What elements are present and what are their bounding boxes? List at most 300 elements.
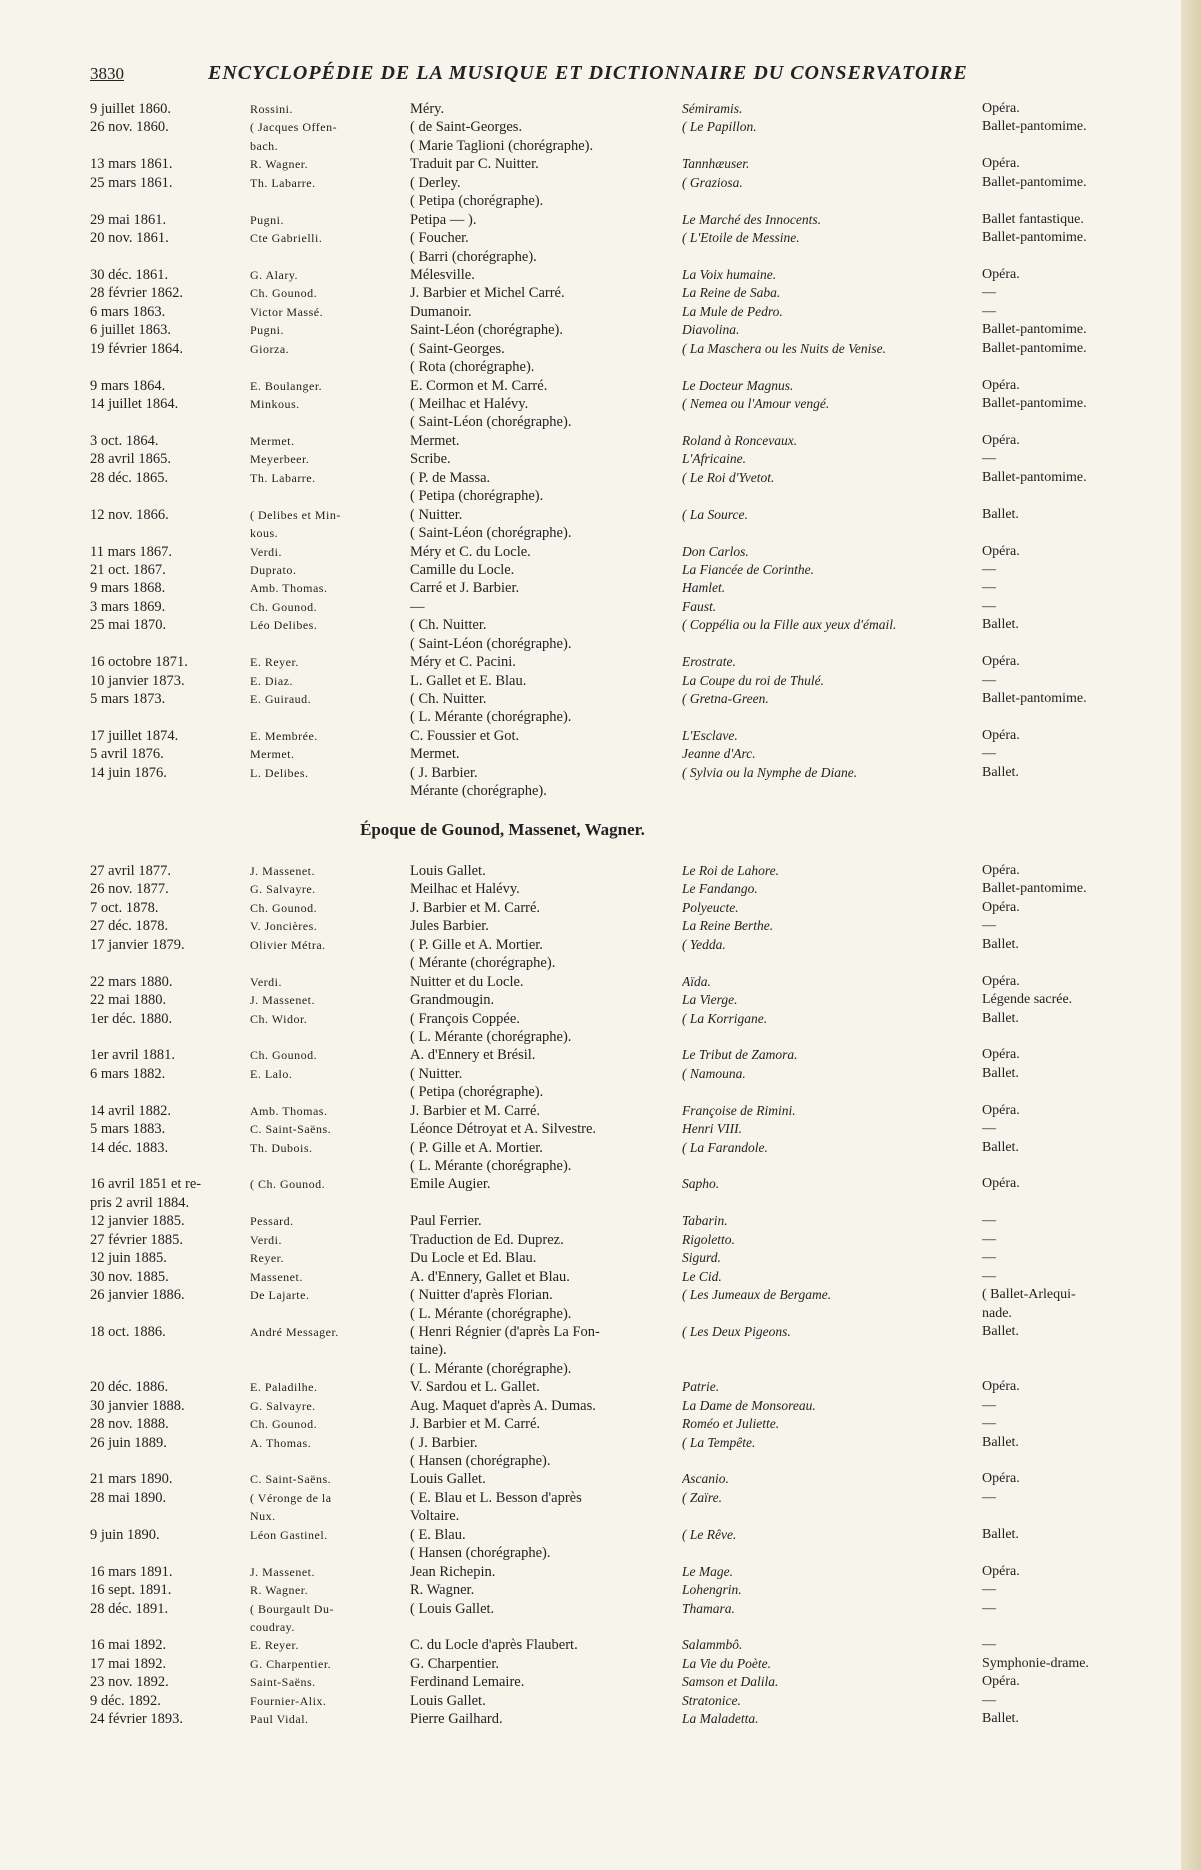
composer-cell: Fournier-Alix. xyxy=(250,1693,327,1708)
work-title-cell: La Fiancée de Corinthe. xyxy=(682,561,814,577)
page-edge xyxy=(1181,0,1201,1870)
table-row xyxy=(90,340,1095,358)
table-row xyxy=(90,413,1095,431)
table-row xyxy=(90,764,1095,782)
composer-cell: Ch. Gounod. xyxy=(250,1048,318,1063)
composer-cell: E. Lalo. xyxy=(250,1066,293,1081)
composer-cell: Pugni. xyxy=(250,323,285,338)
work-title-cell: ( La Korrigane. xyxy=(682,1010,768,1026)
librettist-cell: ( de Saint-Georges. xyxy=(410,119,523,136)
librettist-cell: Grandmougin. xyxy=(410,992,495,1009)
composer-cell: bach. xyxy=(250,138,279,153)
table-row xyxy=(90,1692,1095,1710)
work-title-cell: Françoise de Rimini. xyxy=(682,1102,796,1118)
date-cell: 26 nov. 1877. xyxy=(90,881,169,898)
date-cell: 14 avril 1882. xyxy=(90,1102,171,1119)
table-row xyxy=(90,782,1095,800)
librettist-cell: E. Cormon et M. Carré. xyxy=(410,377,548,394)
composer-cell: E. Membrée. xyxy=(250,728,318,743)
composer-cell: Th. Labarre. xyxy=(250,175,316,190)
table-row xyxy=(90,229,1095,247)
table-row xyxy=(90,174,1095,192)
librettist-cell: ( Barri (chorégraphe). xyxy=(410,248,537,265)
table-row xyxy=(90,1010,1095,1028)
librettist-cell: A. d'Ennery, Gallet et Blau. xyxy=(410,1268,570,1285)
table-row xyxy=(90,973,1095,991)
table-row xyxy=(90,936,1095,954)
genre-cell: Opéra. xyxy=(982,899,1020,915)
table-row xyxy=(90,284,1095,302)
table-row xyxy=(90,561,1095,579)
genre-cell: Opéra. xyxy=(982,101,1020,116)
date-cell: 28 déc. 1891. xyxy=(90,1600,169,1617)
work-title-cell: ( Le Papillon. xyxy=(682,119,757,135)
librettist-cell: ( Nuitter d'après Florian. xyxy=(410,1287,553,1304)
composer-cell: ( Ch. Gounod. xyxy=(250,1177,326,1192)
librettist-cell: Méry et C. du Locle. xyxy=(410,543,531,560)
table-row xyxy=(90,1268,1095,1286)
date-cell: 16 mars 1891. xyxy=(90,1563,173,1580)
genre-cell: — xyxy=(982,918,996,934)
work-title-cell: L'Africaine. xyxy=(682,451,747,467)
table-row xyxy=(90,1323,1095,1341)
table-row xyxy=(90,1470,1095,1488)
table-row xyxy=(90,1231,1095,1249)
genre-cell: Ballet. xyxy=(982,506,1019,522)
table-row xyxy=(90,1397,1095,1415)
genre-cell: Ballet-pantomime. xyxy=(982,396,1087,411)
date-cell: 25 mai 1870. xyxy=(90,617,167,634)
date-cell: 26 nov. 1860. xyxy=(90,119,169,136)
composer-cell: Nux. xyxy=(250,1509,276,1524)
work-title-cell: ( Sylvia ou la Nymphe de Diane. xyxy=(682,764,858,780)
work-title-cell: Le Marché des Innocents. xyxy=(682,211,821,227)
librettist-cell: — xyxy=(410,598,425,615)
genre-cell: Opéra. xyxy=(982,1563,1020,1579)
genre-cell: — xyxy=(982,1121,996,1137)
genre-cell: — xyxy=(982,1213,996,1229)
table-row xyxy=(90,118,1095,136)
table-row xyxy=(90,598,1095,616)
librettist-cell: Paul Ferrier. xyxy=(410,1213,482,1230)
librettist-cell: Mérante (chorégraphe). xyxy=(410,783,547,800)
composer-cell: Ch. Gounod. xyxy=(250,1417,318,1432)
composer-cell: G. Charpentier. xyxy=(250,1656,332,1671)
work-title-cell: Le Roi de Lahore. xyxy=(682,863,779,878)
work-title-cell: ( La Maschera ou les Nuits de Venise. xyxy=(682,340,886,356)
genre-cell: — xyxy=(982,285,996,301)
genre-cell: Opéra. xyxy=(982,863,1020,878)
work-title-cell: Erostrate. xyxy=(682,654,736,670)
librettist-cell: Emile Augier. xyxy=(410,1176,491,1193)
librettist-cell: Mermet. xyxy=(410,432,460,449)
work-title-cell: ( Yedda. xyxy=(682,936,726,952)
date-cell: 1er avril 1881. xyxy=(90,1047,175,1064)
date-cell: 28 déc. 1865. xyxy=(90,469,169,486)
librettist-cell: ( P. Gille et A. Mortier. xyxy=(410,936,543,953)
genre-cell: — xyxy=(982,1489,996,1505)
genre-cell: Ballet. xyxy=(982,617,1019,633)
date-cell: 11 mars 1867. xyxy=(90,543,173,560)
work-title-cell: Tabarin. xyxy=(682,1213,728,1229)
table-row xyxy=(90,1028,1095,1046)
librettist-cell: ( Saint-Léon (chorégraphe). xyxy=(410,525,572,542)
genre-cell: — xyxy=(982,1231,996,1247)
genre-cell: Légende sacrée. xyxy=(982,992,1073,1008)
composer-cell: Léon Gastinel. xyxy=(250,1527,328,1542)
table-row xyxy=(90,1563,1095,1581)
date-cell: 24 février 1893. xyxy=(90,1711,184,1728)
genre-cell: — xyxy=(982,1692,996,1708)
section-title: Époque de Gounod, Massenet, Wagner. xyxy=(360,820,645,839)
table-row xyxy=(90,321,1095,339)
date-cell: 12 janvier 1885. xyxy=(90,1213,185,1230)
librettist-cell: L. Gallet et E. Blau. xyxy=(410,672,527,689)
composer-cell: Léo Delibes. xyxy=(250,618,318,633)
date-cell: 19 février 1864. xyxy=(90,340,184,357)
librettist-cell: ( Saint-Léon (chorégraphe). xyxy=(410,414,572,431)
work-title-cell: Lohengrin. xyxy=(682,1582,742,1598)
librettist-cell: ( Hansen (chorégraphe). xyxy=(410,1545,551,1562)
work-title-cell: Hamlet. xyxy=(682,580,726,596)
work-title-cell: La Voix humaine. xyxy=(682,266,777,282)
work-title-cell: Sémiramis. xyxy=(682,101,743,116)
table-row xyxy=(90,1065,1095,1083)
table-row xyxy=(90,469,1095,487)
composer-cell: E. Diaz. xyxy=(250,673,293,688)
table-row xyxy=(90,1452,1095,1470)
librettist-cell: ( Nuitter. xyxy=(410,506,463,523)
librettist-cell: ( J. Barbier. xyxy=(410,764,478,781)
work-title-cell: Le Tribut de Zamora. xyxy=(682,1047,798,1063)
librettist-cell: ( Saint-Léon (chorégraphe). xyxy=(410,635,572,652)
date-cell: 22 mai 1880. xyxy=(90,992,167,1009)
composer-cell: Cte Gabrielli. xyxy=(250,231,323,246)
table-row xyxy=(90,1710,1095,1728)
table-row xyxy=(90,487,1095,505)
composer-cell: Pessard. xyxy=(250,1214,294,1229)
date-cell: 23 nov. 1892. xyxy=(90,1674,169,1691)
work-title-cell: Sapho. xyxy=(682,1176,720,1192)
date-cell: 22 mars 1880. xyxy=(90,973,173,990)
composer-cell: Verdi. xyxy=(250,1232,282,1247)
librettist-cell: ( Rota (chorégraphe). xyxy=(410,359,535,376)
genre-cell: Opéra. xyxy=(982,543,1020,559)
date-cell: pris 2 avril 1884. xyxy=(90,1194,190,1211)
date-cell: 6 mars 1882. xyxy=(90,1065,166,1082)
genre-cell: Ballet. xyxy=(982,1010,1019,1026)
composer-cell: Ch. Widor. xyxy=(250,1011,308,1026)
date-cell: 16 octobre 1871. xyxy=(90,654,188,671)
table-row xyxy=(90,616,1095,634)
librettist-cell: ( Ch. Nuitter. xyxy=(410,691,487,707)
date-cell: 6 juillet 1863. xyxy=(90,322,171,339)
work-title-cell: Polyeucte. xyxy=(682,899,739,915)
genre-cell: Opéra. xyxy=(982,1102,1020,1118)
genre-cell: Ballet. xyxy=(982,1526,1019,1542)
table-row xyxy=(90,635,1095,653)
date-cell: 17 juillet 1874. xyxy=(90,727,179,744)
librettist-cell: C. Foussier et Got. xyxy=(410,727,520,744)
genre-cell: — xyxy=(982,598,996,614)
date-cell: 25 mars 1861. xyxy=(90,174,173,191)
composer-cell: ( Jacques Offen- xyxy=(250,120,338,135)
composer-cell: Verdi. xyxy=(250,974,282,989)
librettist-cell: Traduction de Ed. Duprez. xyxy=(410,1231,564,1248)
genre-cell: — xyxy=(982,1637,996,1653)
genre-cell: — xyxy=(982,1416,996,1432)
date-cell: 5 mars 1883. xyxy=(90,1121,166,1138)
table-row xyxy=(90,708,1095,726)
date-cell: 26 juin 1889. xyxy=(90,1434,167,1451)
date-cell: 21 oct. 1867. xyxy=(90,561,166,578)
date-cell: 30 déc. 1861. xyxy=(90,266,169,283)
table-row xyxy=(90,1249,1095,1267)
genre-cell: — xyxy=(982,561,996,577)
composer-cell: E. Boulanger. xyxy=(250,378,323,393)
composer-cell: Olivier Métra. xyxy=(250,937,326,952)
date-cell: 28 nov. 1888. xyxy=(90,1416,169,1433)
composer-cell: G. Salvayre. xyxy=(250,1398,316,1413)
date-cell: 14 déc. 1883. xyxy=(90,1139,169,1156)
date-cell: 9 mars 1868. xyxy=(90,580,166,597)
genre-cell: Ballet-pantomime. xyxy=(982,691,1087,706)
genre-cell: Opéra. xyxy=(982,654,1020,670)
librettist-cell: ( L. Mérante (chorégraphe). xyxy=(410,1305,572,1322)
work-title-cell: Le Fandango. xyxy=(682,881,758,897)
table-row xyxy=(90,1102,1095,1120)
date-cell: 16 sept. 1891. xyxy=(90,1582,172,1599)
composer-cell: Mermet. xyxy=(250,433,295,448)
table-row xyxy=(90,690,1095,708)
date-cell: 27 déc. 1878. xyxy=(90,918,169,935)
composer-cell: ( Véronge de la xyxy=(250,1490,332,1505)
table-row xyxy=(90,1175,1095,1193)
composer-cell: Rossini. xyxy=(250,102,294,116)
librettist-cell: ( L. Mérante (chorégraphe). xyxy=(410,1360,572,1377)
date-cell: 12 juin 1885. xyxy=(90,1250,167,1267)
composer-cell: Mermet. xyxy=(250,747,295,762)
table-row xyxy=(90,395,1095,413)
librettist-cell: Petipa — ). xyxy=(410,211,477,228)
librettist-cell: Camille du Locle. xyxy=(410,561,515,578)
librettist-cell: ( Petipa (chorégraphe). xyxy=(410,1084,544,1101)
date-cell: 27 février 1885. xyxy=(90,1231,184,1248)
work-title-cell: Le Docteur Magnus. xyxy=(682,377,794,393)
genre-cell: Ballet. xyxy=(982,1139,1019,1155)
date-cell: 20 nov. 1861. xyxy=(90,230,169,247)
composer-cell: Victor Massé. xyxy=(250,304,324,319)
composer-cell: E. Paladilhe. xyxy=(250,1380,318,1395)
work-title-cell: Jeanne d'Arc. xyxy=(682,746,756,762)
date-cell: 14 juin 1876. xyxy=(90,764,167,781)
work-title-cell: Tannhæuser. xyxy=(682,156,750,172)
librettist-cell: Mermet. xyxy=(410,746,460,763)
work-title-cell: L'Esclave. xyxy=(682,727,738,743)
librettist-cell: ( Meilhac et Halévy. xyxy=(410,396,529,412)
genre-cell: — xyxy=(982,1268,996,1284)
work-title-cell: Sigurd. xyxy=(682,1250,721,1266)
librettist-cell: Méry et C. Pacini. xyxy=(410,654,516,671)
work-title-cell: Patrie. xyxy=(682,1379,720,1395)
table-row xyxy=(90,1434,1095,1452)
date-cell: 21 mars 1890. xyxy=(90,1471,173,1488)
genre-cell: Ballet-pantomime. xyxy=(982,469,1087,485)
composer-cell: Duprato. xyxy=(250,562,297,577)
genre-cell: Ballet-pantomime. xyxy=(982,230,1087,246)
librettist-cell: ( E. Blau et L. Besson d'après xyxy=(410,1489,582,1506)
table-row xyxy=(90,1544,1095,1562)
work-title-cell: Le Mage. xyxy=(682,1563,733,1579)
librettist-cell: ( L. Mérante (chorégraphe). xyxy=(410,709,572,726)
work-title-cell: ( Les Deux Pigeons. xyxy=(682,1323,791,1339)
librettist-cell: Louis Gallet. xyxy=(410,1692,486,1709)
librettist-cell: Du Locle et Ed. Blau. xyxy=(410,1250,537,1267)
table-row xyxy=(90,450,1095,468)
genre-cell: Opéra. xyxy=(982,1471,1020,1487)
composer-cell: Reyer. xyxy=(250,1251,284,1266)
composer-cell: V. Joncières. xyxy=(250,919,318,934)
work-title-cell: ( Gretna-Green. xyxy=(682,691,769,706)
work-title-cell: La Reine de Saba. xyxy=(682,285,781,301)
genre-cell: Opéra. xyxy=(982,377,1020,393)
composer-cell: Verdi. xyxy=(250,544,282,559)
librettist-cell: ( Marie Taglioni (chorégraphe). xyxy=(410,137,594,154)
genre-cell: Opéra. xyxy=(982,973,1020,989)
table-row xyxy=(90,524,1095,542)
work-title-cell: Roland à Roncevaux. xyxy=(682,432,798,448)
work-title-cell: Rigoletto. xyxy=(682,1231,735,1247)
genre-cell: — xyxy=(982,1250,996,1266)
genre-cell: — xyxy=(982,1582,996,1598)
work-title-cell: La Coupe du roi de Thulé. xyxy=(682,672,825,688)
table-row xyxy=(90,917,1095,935)
librettist-cell: ( L. Mérante (chorégraphe). xyxy=(410,1028,572,1045)
table-row xyxy=(90,862,1095,880)
librettist-cell: Dumanoir. xyxy=(410,303,472,320)
genre-cell: Ballet. xyxy=(982,1065,1019,1081)
table-row xyxy=(90,1139,1095,1157)
genre-cell: Ballet-pantomime. xyxy=(982,340,1087,356)
date-cell: 14 juillet 1864. xyxy=(90,396,179,412)
work-title-cell: Roméo et Juliette. xyxy=(682,1416,780,1432)
composer-cell: L. Delibes. xyxy=(250,765,309,780)
table-row xyxy=(90,266,1095,284)
table-row xyxy=(90,377,1095,395)
work-title-cell: Thamara. xyxy=(682,1600,735,1616)
table-row xyxy=(90,303,1095,321)
work-title-cell: La Maladetta. xyxy=(682,1711,759,1727)
work-title-cell: Diavolina. xyxy=(682,322,740,338)
work-title-cell: ( La Farandole. xyxy=(682,1139,768,1155)
composer-cell: ( Bourgault Du- xyxy=(250,1601,334,1616)
work-title-cell: ( Le Roi d'Yvetot. xyxy=(682,469,775,485)
librettist-cell: ( Henri Régnier (d'après La Fon- xyxy=(410,1323,600,1340)
table-row xyxy=(90,1526,1095,1544)
librettist-cell: Méry. xyxy=(410,101,445,117)
table-row xyxy=(90,543,1095,561)
composer-cell: J. Massenet. xyxy=(250,1564,315,1579)
table-row xyxy=(90,211,1095,229)
table-row xyxy=(90,991,1095,1009)
composer-cell: R. Wagner. xyxy=(250,1583,309,1598)
composer-cell: Th. Labarre. xyxy=(250,470,316,485)
date-cell: 27 avril 1877. xyxy=(90,863,171,879)
composer-cell: A. Thomas. xyxy=(250,1435,312,1450)
genre-cell: — xyxy=(982,1397,996,1413)
librettist-cell: ( Louis Gallet. xyxy=(410,1600,495,1617)
librettist-cell: J. Barbier et Michel Carré. xyxy=(410,285,565,302)
table-row xyxy=(90,1581,1095,1599)
table-row xyxy=(90,155,1095,173)
table-row xyxy=(90,899,1095,917)
composer-cell: E. Guiraud. xyxy=(250,692,312,706)
work-title-cell: ( L'Etoile de Messine. xyxy=(682,230,800,246)
genre-cell: Ballet-pantomime. xyxy=(982,881,1087,897)
table-row xyxy=(90,100,1095,118)
table-row xyxy=(90,1305,1095,1323)
librettist-cell: Mélesville. xyxy=(410,266,475,283)
composer-cell: De Lajarte. xyxy=(250,1288,310,1303)
table-row xyxy=(90,1120,1095,1138)
table-row xyxy=(90,192,1095,210)
genre-cell: Ballet. xyxy=(982,1434,1019,1450)
librettist-cell: J. Barbier et M. Carré. xyxy=(410,1102,541,1119)
librettist-cell: Nuitter et du Locle. xyxy=(410,973,524,990)
table-row xyxy=(90,1212,1095,1230)
composer-cell: kous. xyxy=(250,526,279,541)
date-cell: 28 mai 1890. xyxy=(90,1489,167,1506)
table-row xyxy=(90,1046,1095,1064)
table-row xyxy=(90,1157,1095,1175)
composer-cell: G. Alary. xyxy=(250,267,299,282)
work-title-cell: Henri VIII. xyxy=(682,1121,742,1137)
table-row xyxy=(90,653,1095,671)
librettist-cell: J. Barbier et M. Carré. xyxy=(410,899,541,916)
date-cell: 3 mars 1869. xyxy=(90,598,166,615)
librettist-cell: ( Petipa (chorégraphe). xyxy=(410,488,544,505)
composer-cell: Minkous. xyxy=(250,397,300,411)
genre-cell: Opéra. xyxy=(982,266,1020,282)
composer-cell: Giorza. xyxy=(250,341,290,356)
table-row xyxy=(90,1655,1095,1673)
genre-cell: Ballet. xyxy=(982,936,1019,952)
librettist-cell: A. d'Ennery et Brésil. xyxy=(410,1047,536,1064)
date-cell: 28 février 1862. xyxy=(90,285,184,302)
librettist-cell: Meilhac et Halévy. xyxy=(410,881,520,898)
genre-cell: Opéra. xyxy=(982,1047,1020,1063)
composer-cell: Ch. Gounod. xyxy=(250,900,318,915)
work-title-cell: ( Les Jumeaux de Bergame. xyxy=(682,1287,832,1303)
genre-cell: Ballet. xyxy=(982,764,1019,780)
work-title-cell: ( Namouna. xyxy=(682,1065,746,1081)
composer-cell: Amb. Thomas. xyxy=(250,1103,328,1118)
table-row xyxy=(90,1194,1095,1212)
work-title-cell: ( La Source. xyxy=(682,506,748,522)
work-title-cell: ( Graziosa. xyxy=(682,174,743,190)
date-cell: 13 mars 1861. xyxy=(90,156,173,173)
date-cell: 20 déc. 1886. xyxy=(90,1379,169,1396)
librettist-cell: R. Wagner. xyxy=(410,1582,475,1599)
librettist-cell: Scribe. xyxy=(410,451,451,468)
genre-cell: — xyxy=(982,303,996,319)
composer-cell: André Messager. xyxy=(250,1324,339,1339)
running-title: ENCYCLOPÉDIE DE LA MUSIQUE ET DICTIONNAIRE DU CONSERVATOIRE xyxy=(208,62,968,84)
composer-cell: R. Wagner. xyxy=(250,157,309,172)
librettist-cell: ( L. Mérante (chorégraphe). xyxy=(410,1158,572,1174)
table-row xyxy=(90,1083,1095,1101)
composer-cell: G. Salvayre. xyxy=(250,882,316,897)
